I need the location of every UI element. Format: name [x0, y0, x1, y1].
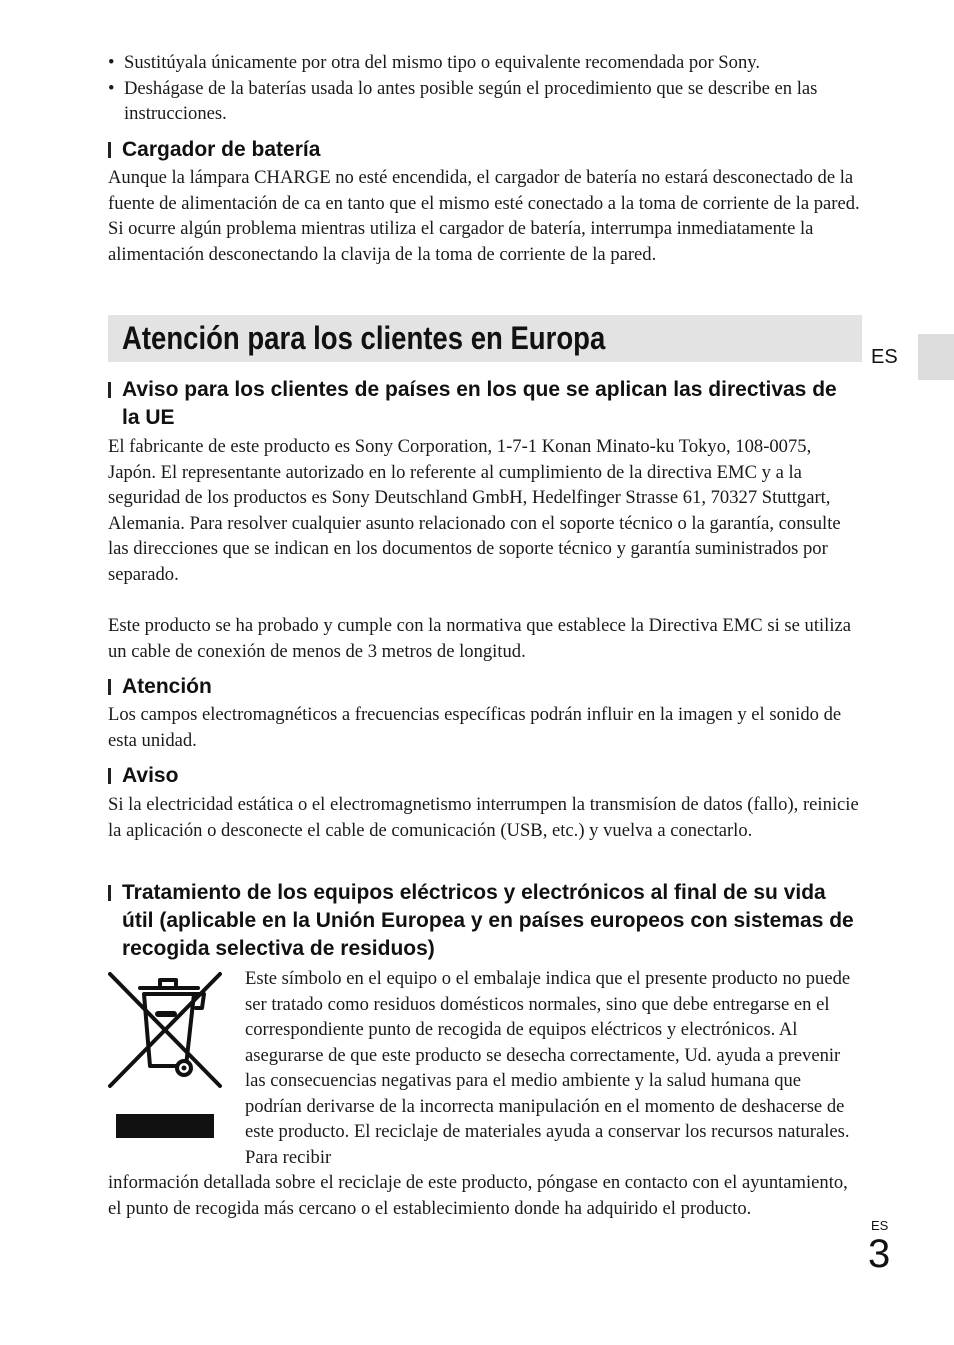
heading-text: Atención: [122, 675, 212, 698]
section-heading-eu-notice: [108, 376, 842, 432]
list-item: [108, 50, 860, 76]
heading-text: Aviso: [122, 764, 179, 787]
attention-paragraph: Los campos electromagnéticos a frecuencias específicas podrán influir en la imagen y el sonido de esta unidad.: [108, 704, 842, 751]
crossed-out-wheelie-bin-icon: [108, 970, 226, 1142]
section-heading-weee: [108, 879, 862, 963]
eu-notice-paragraph-1: El fabricante de este producto es Sony Corporation, 1-7-1 Konan Minato-ku Tokyo, 108-0075, Japón. El representante autorizado en lo referente al cumplimiento de la directiva EMC y a la seguridad de los productos es Sony Deutschland GmbH, Hedelfinger Strasse 61, 70327 Stuttgart, Alemania. Para resolver cualquier asunto relacionado con el soporte técnico o la garantía, consulte las direcciones que se indican en los documentos de soporte técnico y garantía suministrados por separado.: [108, 436, 841, 585]
charger-paragraph: Aunque la lámpara CHARGE no esté encendida, el cargador de batería no estará desconectado de la fuente de alimentación de ca en tanto que el mismo esté conectado a la toma de corriente de la pared. Si ocurre algún problema mientras utiliza el cargador de batería, interrumpa inmediatamente la alimentación desconectando la clavija de la toma de corriente de la pared.: [108, 167, 860, 265]
heading-text: Cargador de batería: [122, 138, 321, 161]
heading-text: Tratamiento de los equipos eléctricos y electrónicos al final de su vida útil (aplicable en la Unión Europea y en países europeos con sistemas de recogida selectiva de residuos): [122, 881, 854, 960]
page-number: 3: [868, 1232, 891, 1276]
weee-paragraph-wrap: Este símbolo en el equipo o el embalaje indica que el presente producto no puede ser tratado como residuos domésticos normales, sino que debe entregarse en el correspondiente punto de recogida de equipos eléctricos y electrónicos. Al asegurarse de que este producto se desecha correctamente, Ud. ayuda a prevenir las consecuencias negativas para el medio ambiente y la salud humana que podrían derivarse de la incorrecta manipulación en el momento de deshacerse de este producto. El reciclaje de materiales ayuda a conservar los recursos naturales. Para recibir: [245, 968, 851, 1168]
top-bullet-list: [108, 50, 860, 127]
heading-marker: [108, 679, 111, 695]
bullet-mark: •: [108, 77, 115, 99]
heading-marker: [108, 142, 111, 158]
section-heading-charger: [108, 136, 862, 164]
weee-paragraph-full: información detallada sobre el reciclaje de este producto, póngase en contacto con el ayuntamiento, el punto de recogida más cercano o el establecimiento donde ha adquirido el producto.: [108, 1172, 848, 1219]
bullet-mark: •: [108, 52, 115, 73]
heading-marker: [108, 768, 111, 784]
side-tab: [918, 334, 954, 380]
bullet-text: Deshágase de la baterías usada lo antes posible según el procedimiento que se describe en las instrucciones.: [124, 77, 818, 124]
section-heading-notice: [108, 762, 862, 790]
notice-paragraph: Si la electricidad estática o el electromagnetismo interrumpen la transmisíon de datos (fallo), reinicie la aplicación o desconecte el cable de comunicación (USB, etc.) y vuelva a conectarlo.: [108, 794, 859, 841]
bullet-text: Sustitúyala únicamente por otra del mismo tipo o equivalente recomendada por Sony.: [124, 52, 760, 73]
heading-marker: [108, 382, 111, 398]
eu-notice-paragraph-2: Este producto se ha probado y cumple con la normativa que establece la Directiva EMC si se utiliza un cable de conexión de menos de 3 metros de longitud.: [108, 615, 851, 662]
section-banner: [108, 315, 862, 362]
section-heading-attention: [108, 673, 862, 701]
heading-marker: [108, 885, 111, 901]
footer-language-label: ES: [871, 1218, 889, 1233]
heading-text: Aviso para los clientes de países en los que se aplican las directivas de la UE: [122, 378, 837, 429]
side-language-label: ES: [871, 346, 898, 368]
list-item: [108, 76, 860, 127]
banner-title: Atención para los clientes en Europa: [122, 320, 606, 356]
